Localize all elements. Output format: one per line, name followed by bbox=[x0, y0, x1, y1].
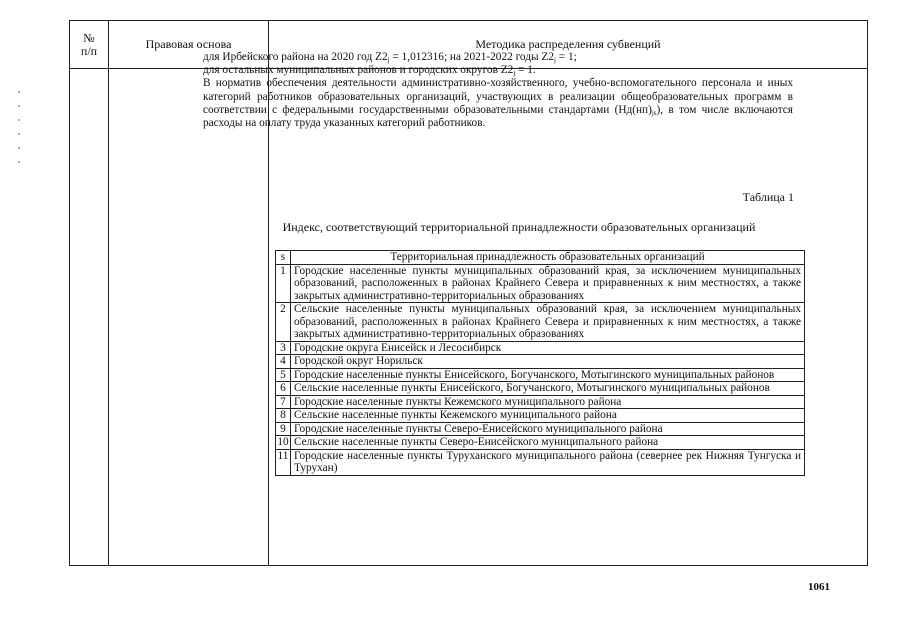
row-text: Сельские населенные пункты Северо-Енисейского муниципального района bbox=[291, 436, 805, 450]
table-row bbox=[276, 303, 805, 342]
text-paragraph-norm: В норматив обеспечения деятельности административно-хозяйственного, учебно-вспомогательного персонала и иных категорий работников образовательных организаций, участвующих в реализации общеобразовательных программ в соответствии с федеральными государственными образовательными стандартами $(Нд(нп)_{js})$, в том числе включаются расходы на оплату труда указанных категорий работников. bbox=[203, 77, 793, 130]
text-line-irbei: для Ирбейского района на 2020 год $Z2_j = 1,012316$; на 2021-2022 годы $Z2_j = 1$; bbox=[203, 51, 577, 64]
text-line-others: для остальных муниципальных районов и городских округов $Z2_j = 1$. bbox=[203, 64, 536, 78]
row-text: Городские округа Енисейск и Лесосибирск bbox=[291, 341, 805, 355]
row-text: Городские населенные пункты Туруханского муниципального района (севернее рек Нижняя Тунгуска и Турухан) bbox=[291, 449, 805, 475]
margin-marks bbox=[18, 91, 22, 175]
table-row bbox=[276, 368, 805, 382]
row-index: 2 bbox=[276, 303, 291, 342]
table-row bbox=[276, 264, 805, 303]
row-index: 6 bbox=[276, 382, 291, 396]
header-num-abbrev: п/п bbox=[80, 43, 98, 58]
row-index: 7 bbox=[276, 395, 291, 409]
row-index: 1 bbox=[276, 264, 291, 303]
territory-index-table bbox=[275, 250, 805, 476]
table-row bbox=[276, 409, 805, 423]
header-methodology: Методика распределения субвенций bbox=[475, 37, 661, 51]
col-s-header: s bbox=[276, 251, 291, 265]
col-name-header: Территориальная принадлежность образовательных организаций bbox=[291, 251, 805, 265]
table-label: Таблица 1 bbox=[742, 190, 794, 204]
row-text: Городской округ Норильск bbox=[291, 355, 805, 369]
row-index: 10 bbox=[277, 436, 289, 448]
row-index: 8 bbox=[276, 409, 291, 423]
row-text: Городские населенные пункты муниципальных образований края, за исключением муниципальных образований, расположенных в районах Крайнего Севера и приравненных к ним местностях, а также закрытых административно-территориальных образованиях bbox=[291, 264, 805, 303]
row-text: Городские населенные пункты Северо-Енисейского муниципального района bbox=[291, 422, 805, 436]
page-number: 1061 bbox=[808, 581, 830, 593]
row-index: 11 bbox=[276, 449, 291, 475]
row-text: Сельские населенные пункты муниципальных образований края, за исключением муниципальных образований, расположенных в районах Крайнего Севера и приравненных к ним местностях, а также закрытых административно-территориальных образованиях bbox=[291, 303, 805, 342]
header-number-column bbox=[70, 21, 108, 68]
row-index: 5 bbox=[276, 368, 291, 382]
row-text: Сельские населенные пункты Кежемского муниципального района bbox=[291, 409, 805, 423]
row-index: 3 bbox=[276, 341, 291, 355]
row-index: 9 bbox=[276, 422, 291, 436]
table-row bbox=[276, 382, 805, 396]
table-row bbox=[276, 395, 805, 409]
table-header-row bbox=[276, 251, 805, 265]
methodology-text bbox=[203, 51, 793, 130]
table-row bbox=[276, 355, 805, 369]
column-divider bbox=[108, 21, 109, 565]
row-index: 4 bbox=[276, 355, 291, 369]
table-row bbox=[276, 436, 805, 450]
row-text: Городские населенные пункты Кежемского муниципального района bbox=[291, 395, 805, 409]
table-row bbox=[276, 449, 805, 475]
table-row bbox=[276, 341, 805, 355]
table-row bbox=[276, 422, 805, 436]
row-text: Сельские населенные пункты Енисейского, Богучанского, Мотыгинского муниципальных районов bbox=[291, 382, 805, 396]
header-num-symbol: № bbox=[83, 30, 95, 45]
row-text: Городские населенные пункты Енисейского, Богучанского, Мотыгинского муниципальных районов bbox=[291, 368, 805, 382]
table-title: Индекс, соответствующий территориальной принадлежности образовательных организаций bbox=[282, 220, 756, 234]
header-legal-basis: Правовая основа bbox=[145, 37, 232, 51]
